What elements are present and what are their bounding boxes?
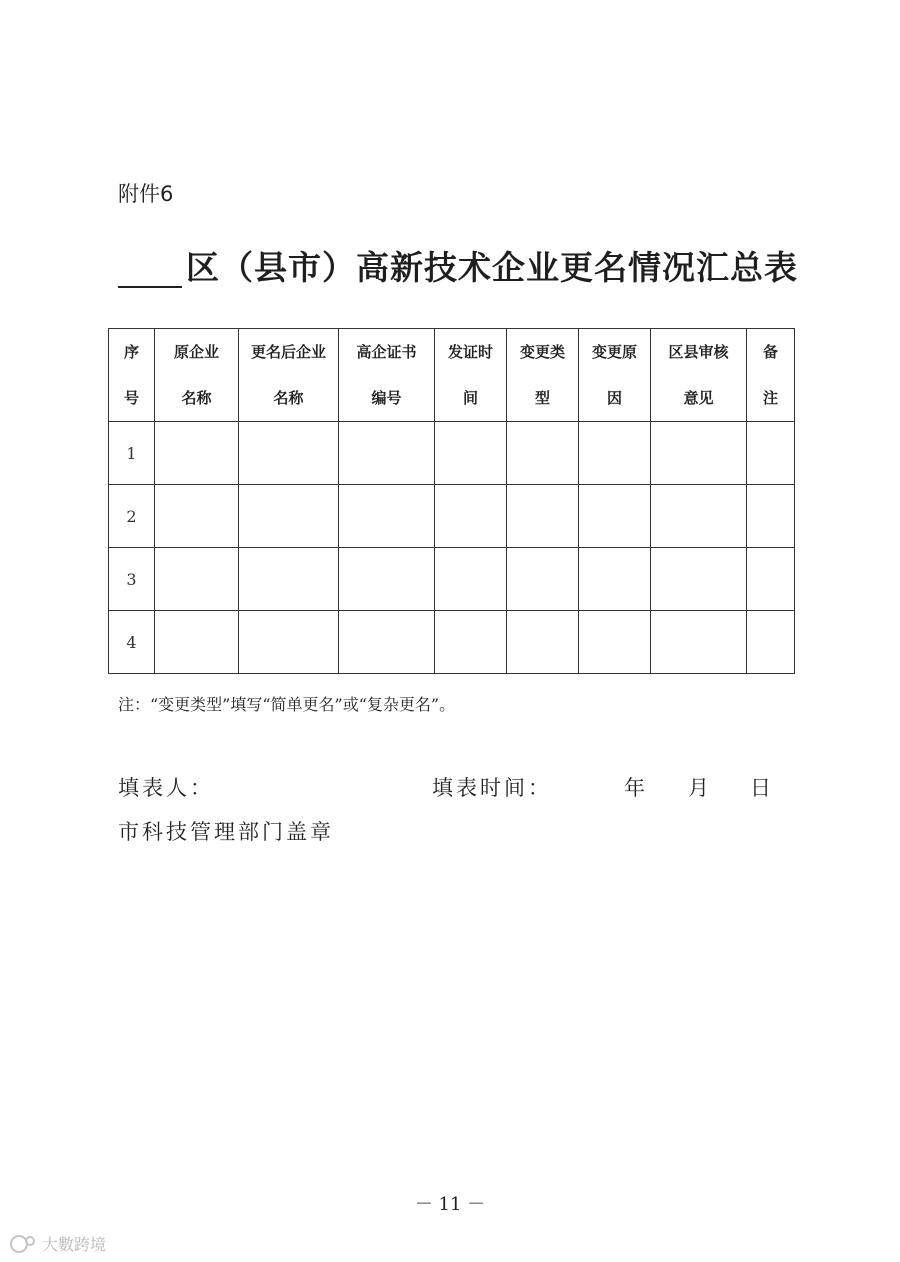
table-row xyxy=(109,548,795,611)
fill-time-label: 填表时间： xyxy=(432,776,552,800)
table-row xyxy=(109,611,795,674)
header-cell-change-reason: 变更原 因 xyxy=(579,329,651,422)
row-number: 4 xyxy=(109,611,155,674)
table-cell[interactable] xyxy=(435,548,507,611)
table-cell[interactable] xyxy=(747,485,795,548)
table-cell[interactable] xyxy=(155,485,239,548)
header-cell-remarks: 备 注 xyxy=(747,329,795,422)
table-row xyxy=(109,485,795,548)
district-blank-line xyxy=(118,250,182,288)
table-cell[interactable] xyxy=(507,548,579,611)
row-number: 3 xyxy=(109,548,155,611)
row-number: 2 xyxy=(109,485,155,548)
table-cell[interactable] xyxy=(507,422,579,485)
stamp-label: 市科技管理部门盖章 xyxy=(118,820,334,844)
table-cell[interactable] xyxy=(239,422,339,485)
table-cell[interactable] xyxy=(155,422,239,485)
table-cell[interactable] xyxy=(339,485,435,548)
title-row xyxy=(118,244,798,288)
table-cell[interactable] xyxy=(339,422,435,485)
page-title: 区（县市）高新技术企业更名情况汇总表 xyxy=(186,248,798,287)
table-cell[interactable] xyxy=(651,422,747,485)
table-cell[interactable] xyxy=(239,548,339,611)
table-cell[interactable] xyxy=(239,611,339,674)
summary-table xyxy=(108,328,795,674)
table-cell[interactable] xyxy=(507,611,579,674)
table-cell[interactable] xyxy=(155,548,239,611)
table-cell[interactable] xyxy=(747,611,795,674)
table-cell[interactable] xyxy=(435,611,507,674)
row-number: 1 xyxy=(109,422,155,485)
header-cell-original-name: 原企业 名称 xyxy=(155,329,239,422)
table-cell[interactable] xyxy=(747,548,795,611)
header-cell-issue-date: 发证时 间 xyxy=(435,329,507,422)
attachment-label: 附件6 xyxy=(118,182,174,206)
table-cell[interactable] xyxy=(435,485,507,548)
header-cell-change-type: 变更类 型 xyxy=(507,329,579,422)
table-cell[interactable] xyxy=(579,422,651,485)
page-number: － 11 － xyxy=(414,1194,486,1215)
table-cell[interactable] xyxy=(651,485,747,548)
filler-label: 填表人： xyxy=(118,776,214,800)
table-cell[interactable] xyxy=(339,548,435,611)
header-cell-certificate-no: 高企证书 编号 xyxy=(339,329,435,422)
table-cell[interactable] xyxy=(651,611,747,674)
day-label: 日 xyxy=(750,776,774,800)
table-cell[interactable] xyxy=(579,548,651,611)
table-cell[interactable] xyxy=(339,611,435,674)
table-cell[interactable] xyxy=(579,485,651,548)
header-row xyxy=(109,329,795,422)
watermark xyxy=(8,1232,106,1255)
table-cell[interactable] xyxy=(579,611,651,674)
table-cell[interactable] xyxy=(651,548,747,611)
table-cell[interactable] xyxy=(239,485,339,548)
table-row xyxy=(109,422,795,485)
month-label: 月 xyxy=(688,776,712,800)
header-cell-new-name: 更名后企业 名称 xyxy=(239,329,339,422)
watermark-logo-icon xyxy=(8,1233,38,1255)
table-cell[interactable] xyxy=(747,422,795,485)
table-note: 注：“变更类型”填写“简单更名”或“复杂更名”。 xyxy=(118,695,456,714)
table-cell[interactable] xyxy=(507,485,579,548)
header-cell-review-opinion: 区县审核 意见 xyxy=(651,329,747,422)
table-cell[interactable] xyxy=(435,422,507,485)
watermark-text: 大數跨境 xyxy=(42,1235,107,1254)
header-cell-index: 序 号 xyxy=(109,329,155,422)
table-cell[interactable] xyxy=(155,611,239,674)
year-label: 年 xyxy=(624,776,648,800)
